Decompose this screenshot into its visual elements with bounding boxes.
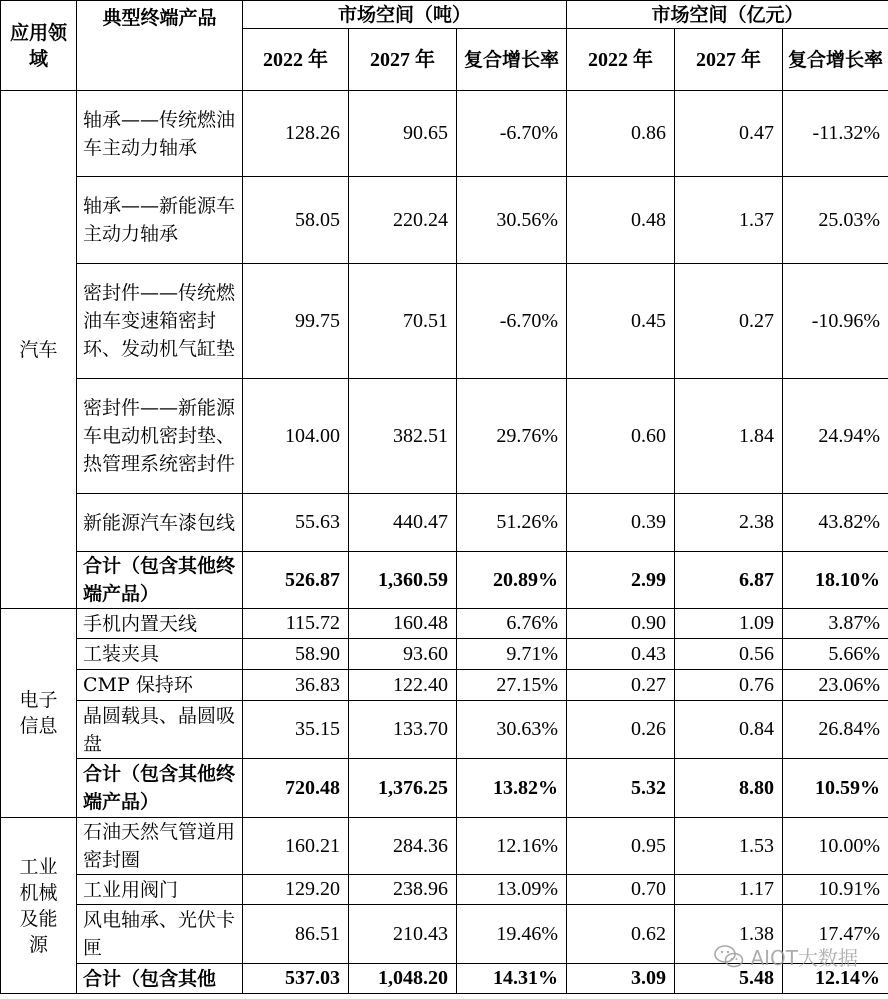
volume-cagr-cell: 30.56%	[457, 177, 567, 264]
product-cell: 密封件——新能源车电动机密封垫、热管理系统密封件	[77, 379, 243, 494]
value-cagr-cell: 10.00%	[783, 818, 888, 875]
volume-2022-cell: 160.21	[243, 818, 349, 875]
table-row	[1, 818, 888, 875]
volume-2022-cell: 58.90	[243, 639, 349, 670]
value-cagr-cell: 17.47%	[783, 905, 888, 964]
value-2022-cell: 0.26	[567, 701, 675, 759]
volume-2027-cell: 1,360.59	[349, 552, 457, 609]
value-2022-cell: 5.32	[567, 759, 675, 818]
value-cagr-cell: 26.84%	[783, 701, 888, 759]
table-row	[1, 701, 888, 759]
volume-2022-cell: 99.75	[243, 264, 349, 379]
value-2027-cell: 1.37	[675, 177, 783, 264]
value-cagr-cell: 25.03%	[783, 177, 888, 264]
total-label: 合计（包含其他终端产品）	[77, 552, 243, 609]
header-volume-cagr: 复合增长率	[457, 29, 567, 91]
value-2027-cell: 0.76	[675, 670, 783, 701]
volume-2022-cell: 86.51	[243, 905, 349, 964]
header-value-2022: 2022 年	[567, 29, 675, 91]
value-2022-cell: 0.95	[567, 818, 675, 875]
volume-2027-cell: 1,376.25	[349, 759, 457, 818]
volume-2022-cell: 537.03	[243, 964, 349, 994]
volume-2027-cell: 93.60	[349, 639, 457, 670]
header-value-2027: 2027 年	[675, 29, 783, 91]
value-cagr-cell: 12.14%	[783, 964, 888, 994]
header-product: 典型终端产品	[77, 1, 243, 91]
table-row	[1, 494, 888, 552]
watermark-text: AIOT大数据	[750, 946, 858, 970]
volume-cagr-cell: 29.76%	[457, 379, 567, 494]
volume-cagr-cell: 20.89%	[457, 552, 567, 609]
volume-2022-cell: 58.05	[243, 177, 349, 264]
value-2022-cell: 0.90	[567, 609, 675, 639]
table-row	[1, 379, 888, 494]
volume-cagr-cell: 27.15%	[457, 670, 567, 701]
volume-cagr-cell: 6.76%	[457, 609, 567, 639]
table-row	[1, 177, 888, 264]
volume-cagr-cell: 14.31%	[457, 964, 567, 994]
value-cagr-cell: 10.91%	[783, 875, 888, 905]
value-2022-cell: 0.48	[567, 177, 675, 264]
total-row	[1, 759, 888, 818]
area-cell: 汽车	[1, 91, 77, 609]
header-value-group: 市场空间（亿元）	[567, 1, 888, 29]
table-row	[1, 609, 888, 639]
volume-2022-cell: 115.72	[243, 609, 349, 639]
header-volume-group: 市场空间（吨）	[243, 1, 567, 29]
value-2022-cell: 0.70	[567, 875, 675, 905]
value-cagr-cell: -10.96%	[783, 264, 888, 379]
value-cagr-cell: 3.87%	[783, 609, 888, 639]
value-cagr-cell: 43.82%	[783, 494, 888, 552]
total-label: 合计（包含其他终端产品）	[77, 759, 243, 818]
volume-2022-cell: 128.26	[243, 91, 349, 177]
value-2022-cell: 0.62	[567, 905, 675, 964]
volume-2022-cell: 129.20	[243, 875, 349, 905]
total-row	[1, 552, 888, 609]
product-cell: 石油天然气管道用密封圈	[77, 818, 243, 875]
volume-cagr-cell: 51.26%	[457, 494, 567, 552]
header-volume-2022: 2022 年	[243, 29, 349, 91]
value-2022-cell: 0.27	[567, 670, 675, 701]
value-2027-cell: 2.38	[675, 494, 783, 552]
value-2027-cell: 6.87	[675, 552, 783, 609]
value-cagr-cell: 23.06%	[783, 670, 888, 701]
value-cagr-cell: 10.59%	[783, 759, 888, 818]
value-2022-cell: 0.45	[567, 264, 675, 379]
value-2027-cell: 1.84	[675, 379, 783, 494]
product-cell: 轴承——新能源车主动力轴承	[77, 177, 243, 264]
volume-2027-cell: 238.96	[349, 875, 457, 905]
header-value-cagr: 复合增长率	[783, 29, 888, 91]
value-2022-cell: 0.86	[567, 91, 675, 177]
volume-2022-cell: 35.15	[243, 701, 349, 759]
volume-cagr-cell: 12.16%	[457, 818, 567, 875]
volume-2022-cell: 526.87	[243, 552, 349, 609]
table-row	[1, 670, 888, 701]
volume-cagr-cell: -6.70%	[457, 264, 567, 379]
product-cell: CMP 保持环	[77, 670, 243, 701]
area-cell: 工业机械及能源	[1, 818, 77, 994]
volume-2027-cell: 90.65	[349, 91, 457, 177]
header-volume-2027: 2027 年	[349, 29, 457, 91]
volume-2027-cell: 133.70	[349, 701, 457, 759]
value-2027-cell: 8.80	[675, 759, 783, 818]
volume-2027-cell: 284.36	[349, 818, 457, 875]
product-cell: 晶圆载具、晶圆吸盘	[77, 701, 243, 759]
product-cell: 轴承——传统燃油车主动力轴承	[77, 91, 243, 177]
table-row	[1, 875, 888, 905]
volume-2022-cell: 104.00	[243, 379, 349, 494]
header-area: 应用领域	[1, 1, 77, 91]
value-2027-cell: 1.09	[675, 609, 783, 639]
total-label: 合计（包含其他	[77, 964, 243, 994]
product-cell: 手机内置天线	[77, 609, 243, 639]
volume-2022-cell: 36.83	[243, 670, 349, 701]
value-2027-cell: 1.38	[675, 905, 783, 964]
volume-cagr-cell: 13.82%	[457, 759, 567, 818]
product-cell: 风电轴承、光伏卡匣	[77, 905, 243, 964]
value-2022-cell: 3.09	[567, 964, 675, 994]
volume-2022-cell: 55.63	[243, 494, 349, 552]
volume-2022-cell: 720.48	[243, 759, 349, 818]
value-2027-cell: 0.47	[675, 91, 783, 177]
volume-cagr-cell: 19.46%	[457, 905, 567, 964]
product-cell: 密封件——传统燃油车变速箱密封环、发动机气缸垫	[77, 264, 243, 379]
table-row	[1, 264, 888, 379]
area-cell: 电子信息	[1, 609, 77, 818]
table-row	[1, 639, 888, 670]
volume-cagr-cell: 30.63%	[457, 701, 567, 759]
volume-2027-cell: 382.51	[349, 379, 457, 494]
value-2027-cell: 1.53	[675, 818, 783, 875]
volume-cagr-cell: 13.09%	[457, 875, 567, 905]
value-2022-cell: 2.99	[567, 552, 675, 609]
volume-cagr-cell: 9.71%	[457, 639, 567, 670]
value-2027-cell: 5.48	[675, 964, 783, 994]
value-2022-cell: 0.43	[567, 639, 675, 670]
value-2022-cell: 0.60	[567, 379, 675, 494]
volume-2027-cell: 122.40	[349, 670, 457, 701]
value-2027-cell: 0.84	[675, 701, 783, 759]
volume-2027-cell: 440.47	[349, 494, 457, 552]
wechat-icon	[714, 944, 744, 970]
volume-2027-cell: 1,048.20	[349, 964, 457, 994]
watermark	[714, 942, 858, 971]
value-2027-cell: 0.27	[675, 264, 783, 379]
table-row	[1, 91, 888, 177]
volume-2027-cell: 160.48	[349, 609, 457, 639]
volume-2027-cell: 220.24	[349, 177, 457, 264]
product-cell: 工业用阀门	[77, 875, 243, 905]
product-cell: 工装夹具	[77, 639, 243, 670]
value-cagr-cell: 24.94%	[783, 379, 888, 494]
product-cell: 新能源汽车漆包线	[77, 494, 243, 552]
value-2022-cell: 0.39	[567, 494, 675, 552]
volume-2027-cell: 210.43	[349, 905, 457, 964]
volume-cagr-cell: -6.70%	[457, 91, 567, 177]
value-cagr-cell: 5.66%	[783, 639, 888, 670]
value-cagr-cell: 18.10%	[783, 552, 888, 609]
value-2027-cell: 1.17	[675, 875, 783, 905]
volume-2027-cell: 70.51	[349, 264, 457, 379]
value-cagr-cell: -11.32%	[783, 91, 888, 177]
value-2027-cell: 0.56	[675, 639, 783, 670]
